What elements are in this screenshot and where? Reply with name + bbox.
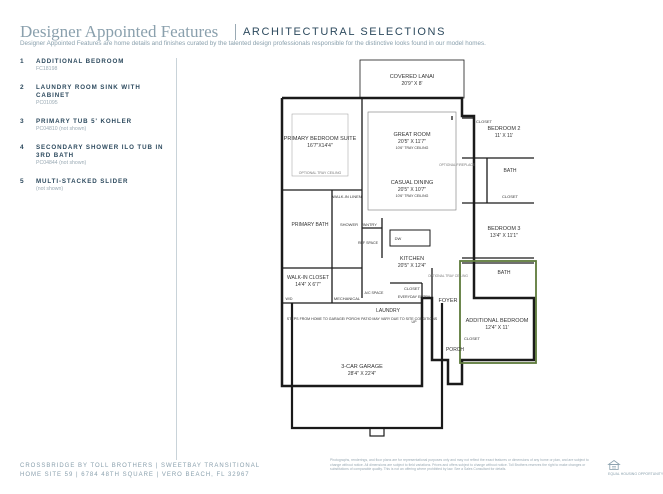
feature-code: FC18198 xyxy=(36,66,58,72)
feature-name: SECONDARY SHOWER ILO TUB IN 3RD BATH xyxy=(36,144,164,159)
feature-code: (not shown) xyxy=(36,186,64,192)
bath-b-label: BATH xyxy=(497,270,511,276)
great-room-dim: 20'5" X 11'7" xyxy=(398,139,426,145)
feature-number: 2 xyxy=(20,84,24,91)
closet-c-label: CLOSET xyxy=(463,336,481,341)
lanai-dim: 20'9" X 8' xyxy=(401,81,423,87)
feature-name: MULTI-STACKED SLIDER xyxy=(36,178,129,185)
feature-name: PRIMARY TUB 5' KOHLER xyxy=(36,118,133,125)
pantry-label: PANTRY xyxy=(361,222,377,227)
great-room-note: 10'6" TRAY CEILING xyxy=(395,146,429,150)
everyday-entry-label: EVERYDAY ENTRY xyxy=(397,295,431,299)
garage-dim: 28'4" X 22'4" xyxy=(347,371,377,377)
feature-item xyxy=(20,58,170,73)
up-label: UP xyxy=(411,320,417,324)
wic-label: WALK-IN CLOSET xyxy=(286,275,330,281)
primary-bath-label: PRIMARY BATH xyxy=(291,222,329,228)
additional-bedroom-highlight xyxy=(460,261,536,363)
feature-code: PC04844 (not shown) xyxy=(36,160,87,166)
mechanical-label: MECHANICAL xyxy=(333,296,361,301)
walk-in-linen-label: WALK-IN LINEN xyxy=(332,194,362,199)
feature-item xyxy=(20,178,170,193)
footer-disclaimer: Photographs, renderings, and floor plans are for representational purposes only and may not reflect the exact features or dimensions of any home or plan, and are subject to change without notice. All dimensions are subject to field variations. Prices and offers subject to change without notice. Toll Brothers reserves the right to make changes or substitutions of comparable quality. This is not an offering where prohibited by law. See a Sales Consultant for details. xyxy=(330,458,589,472)
section-divider xyxy=(176,58,177,460)
primary-suite-note: OPTIONAL TRAY CEILING xyxy=(298,171,342,175)
dining-note: 10'6" TRAY CEILING xyxy=(395,194,429,198)
additional-bedroom-dim: 12'4" X 11' xyxy=(485,325,509,331)
closet-b-label: CLOSET xyxy=(475,119,493,124)
foyer-label: FOYER xyxy=(438,298,458,304)
kitchen-dim: 20'5" X 12'4" xyxy=(397,263,427,269)
garage-label: 3-CAR GARAGE xyxy=(341,364,383,370)
steps-note: STEPS FROM HOME TO GARAGE/ PORCH/ PATIO MAY VARY DUE TO SITE CONDITIONS xyxy=(286,317,438,321)
feature-number: 1 xyxy=(20,58,24,65)
kitchen-label: KITCHEN xyxy=(399,256,425,262)
wic-dim: 14'4" X 6'7" xyxy=(295,282,321,288)
feature-number: 3 xyxy=(20,118,24,125)
footer-line1: CROSSBRIDGE BY TOLL BROTHERS | SWEETBAY TRANSITIONAL xyxy=(20,463,261,469)
shower-label: SHOWER xyxy=(340,222,358,227)
bath-a-label: BATH xyxy=(503,168,517,174)
equal-housing-text: EQUAL HOUSING OPPORTUNITY xyxy=(608,472,663,476)
feature-number: 4 xyxy=(20,144,24,151)
primary-suite-label: PRIMARY BEDROOM SUITE xyxy=(283,136,357,142)
dining-label: CASUAL DINING xyxy=(390,180,434,186)
bedroom3-dim: 13'4" X 11'1" xyxy=(490,233,518,239)
feature-code: PC04810 (not shown) xyxy=(36,126,87,132)
ref-space-label: REF SPACE xyxy=(357,241,379,245)
feature-item xyxy=(20,144,170,167)
floor-plan xyxy=(272,58,572,458)
feature-list xyxy=(20,58,170,204)
laundry-label: LAUNDRY xyxy=(376,308,400,314)
bedroom3-label: BEDROOM 3 xyxy=(487,226,521,232)
lanai-label: COVERED LANAI xyxy=(389,74,435,80)
feature-item xyxy=(20,118,170,133)
wd-label: W/D xyxy=(285,297,293,301)
closet-d-label: CLOSET xyxy=(403,286,421,291)
garage xyxy=(287,303,442,436)
lanai xyxy=(360,60,464,98)
feature-item xyxy=(20,84,170,107)
ac-space-label: A/C SPACE xyxy=(364,291,384,295)
footer-line2: HOME SITE 59 | 6784 48TH SQUARE | VERO BEACH, FL 32967 xyxy=(20,472,250,478)
bedroom2-label: BEDROOM 2 xyxy=(487,126,521,132)
feature-name: LAUNDRY ROOM SINK WITH CABINET xyxy=(36,84,141,99)
equal-housing-icon xyxy=(608,460,620,470)
header-divider xyxy=(235,24,236,40)
great-room-label: GREAT ROOM xyxy=(393,132,431,138)
feature-number: 5 xyxy=(20,178,24,185)
additional-bedroom-label: ADDITIONAL BEDROOM xyxy=(465,318,529,324)
optional-tray-label: OPTIONAL TRAY CEILING xyxy=(427,274,469,278)
bedroom2-dim: 11' X 11' xyxy=(494,133,514,139)
optional-fireplace-label: OPTIONAL FIREPLACE xyxy=(439,163,475,167)
dining-dim: 20'5" X 10'7" xyxy=(397,187,427,193)
porch-label: PORCH xyxy=(445,347,465,353)
primary-suite-dim: 16'7"X14'4" xyxy=(307,143,333,149)
page-description: Designer Appointed Features are home details and finishes curated by the talented design professionals responsible for the distinctive looks found in our model homes. xyxy=(20,40,486,47)
page-title: Designer Appointed Features xyxy=(20,22,219,41)
closet-a-label: CLOSET xyxy=(501,194,519,199)
page-subtitle: ARCHITECTURAL SELECTIONS xyxy=(243,26,447,38)
feature-name: ADDITIONAL BEDROOM xyxy=(36,58,125,65)
footer-address xyxy=(20,462,260,480)
dw-label: DW xyxy=(394,236,402,241)
feature-code: PC01095 xyxy=(36,100,58,106)
